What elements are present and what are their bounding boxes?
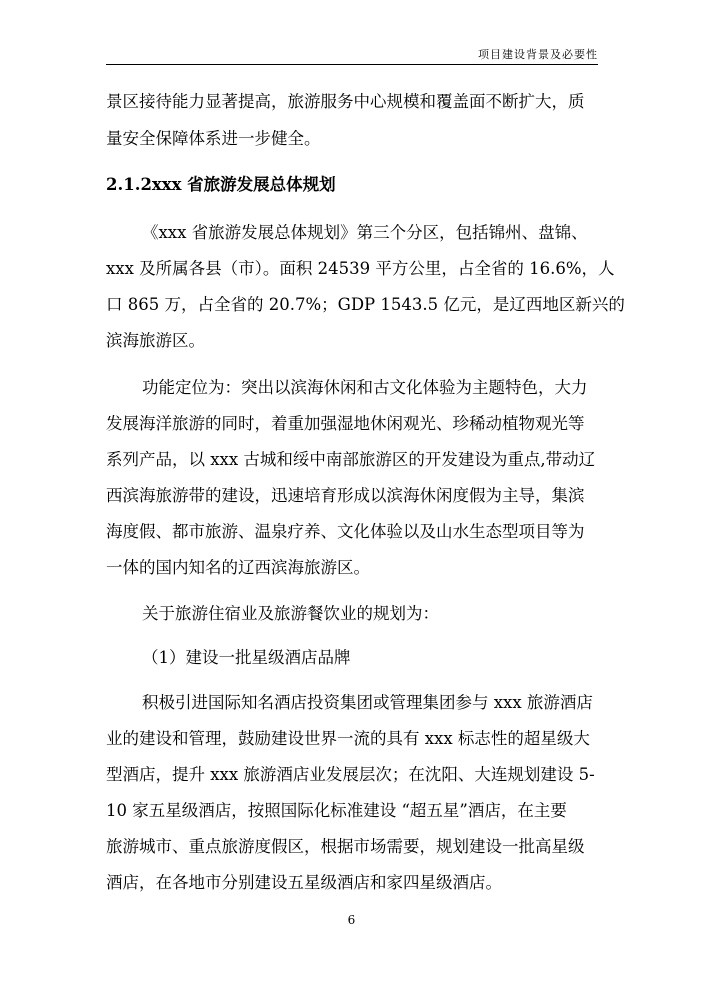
body-line: 发展海洋旅游的同时，着重加强湿地休闲观光、珍稀动植物观光等 — [106, 414, 585, 433]
body-line: 酒店，在各地市分别建设五星级酒店和家四星级酒店。 — [106, 873, 502, 892]
body-line: 一体的国内知名的辽西滨海旅游区。 — [106, 558, 370, 577]
body-line: 《xxx 省旅游发展总体规划》第三个分区，包括锦州、盘锦、 — [142, 223, 588, 242]
section-heading: 2.1.2xxx 省旅游发展总体规划 — [106, 175, 336, 194]
body-line: 口 865 万，占全省的 20.7%；GDP 1543.5 亿元，是辽西地区新兴的 — [106, 295, 625, 314]
body-line: 功能定位为：突出以滨海休闲和古文化体验为主题特色，大力 — [142, 378, 588, 397]
body-line: 积极引进国际知名酒店投资集团或管理集团参与 xxx 旅游酒店 — [142, 693, 593, 712]
page-number: 6 — [347, 913, 356, 927]
body-line: 量安全保障体系进一步健全。 — [106, 129, 321, 148]
body-line: 10 家五星级酒店，按照国际化标准建设 “超五星”酒店，在主要 — [106, 801, 567, 820]
body-line: 业的建设和管理，鼓励建设世界一流的具有 xxx 标志性的超星级大 — [106, 729, 590, 748]
body-line: 关于旅游住宿业及旅游餐饮业的规划为： — [142, 604, 439, 623]
body-line: 型酒店，提升 xxx 旅游酒店业发展层次；在沈阳、大连规划建设 5- — [106, 765, 595, 784]
body-line: 旅游城市、重点旅游度假区，根据市场需要，规划建设一批高星级 — [106, 837, 585, 856]
header-divider — [106, 64, 598, 65]
list-item-heading: （1）建设一批星级酒店品牌 — [142, 648, 351, 667]
running-header: 项目建设背景及必要性 — [478, 48, 598, 61]
body-line: 景区接待能力显著提高，旅游服务中心规模和覆盖面不断扩大，质 — [106, 92, 585, 111]
body-line: 滨海旅游区。 — [106, 331, 205, 350]
body-line: 西滨海旅游带的建设，迅速培育形成以滨海休闲度假为主导，集滨 — [106, 486, 585, 505]
body-line: xxx 及所属各县（市）。面积 24539 平方公里，占全省的 16.6%，人 — [106, 259, 615, 278]
body-line: 系列产品，以 xxx 古城和绥中南部旅游区的开发建设为重点,带动辽 — [106, 450, 596, 469]
body-line: 海度假、都市旅游、温泉疗养、文化体验以及山水生态型项目等为 — [106, 522, 585, 541]
